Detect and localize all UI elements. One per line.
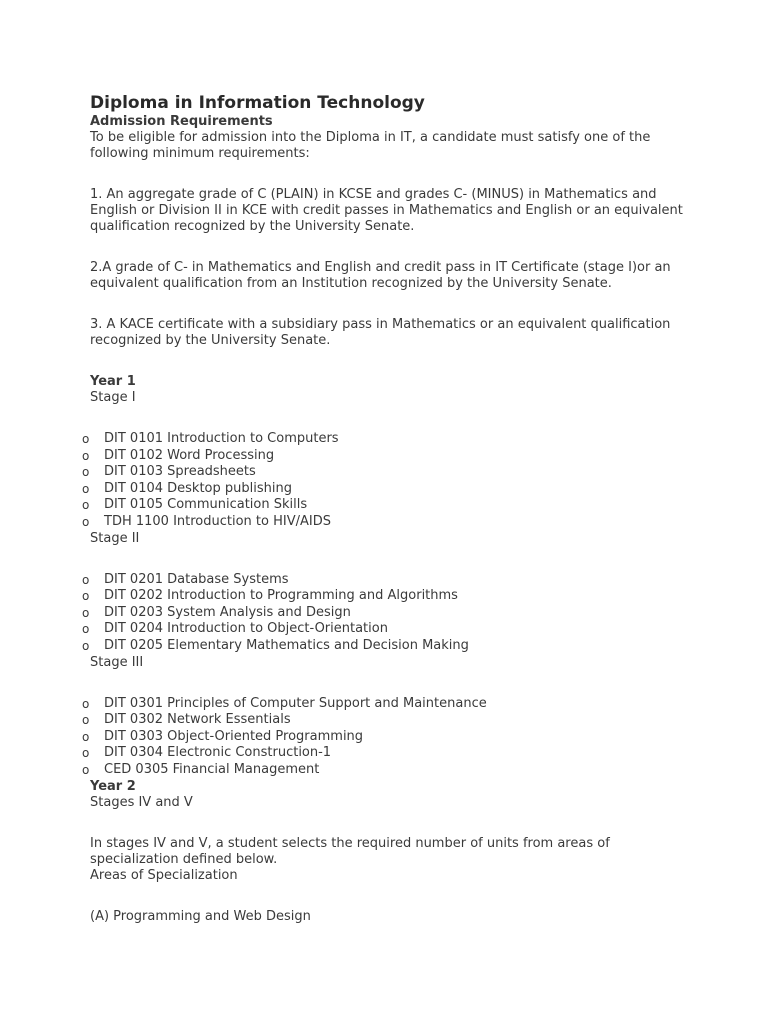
course-name: DIT 0102 Word Processing: [104, 447, 275, 463]
course-name: CED 0305 Financial Management: [104, 761, 320, 777]
bullet-icon: o: [82, 713, 90, 728]
requirement-1: 1. An aggregate grade of C (PLAIN) in KCSE and grades C- (MINUS) in Mathematics and English or Division II in KCE with credit passes in Mathematics and English or an equivalent qualification recognized by the University Senate.: [90, 187, 683, 234]
bullet-icon: o: [82, 605, 90, 620]
stage-2-course-list: [82, 571, 690, 655]
year-2-heading: Year 2: [90, 778, 136, 794]
stage-1-label: Stage I: [90, 390, 136, 405]
stage-3-course-list: [82, 695, 690, 779]
bullet-icon: o: [82, 762, 90, 777]
bullet-icon: o: [82, 514, 90, 529]
bullet-icon: o: [82, 465, 90, 480]
list-item: [82, 761, 690, 779]
list-item: [82, 588, 690, 605]
areas-of-specialization-label: Areas of Specialization: [90, 867, 238, 883]
list-item: [82, 571, 690, 589]
stage-2-label: Stage II: [90, 530, 140, 546]
course-name: TDH 1100 Introduction to HIV/AIDS: [104, 513, 331, 529]
requirement-3: 3. A KACE certificate with a subsidiary pass in Mathematics or an equivalent qualification recognized by the University Senate.: [90, 317, 671, 348]
course-name: DIT 0303 Object-Oriented Programming: [104, 728, 364, 744]
course-name: DIT 0105 Communication Skills: [104, 497, 308, 513]
course-name: DIT 0202 Introduction to Programming and Algorithms: [104, 588, 458, 604]
bullet-icon: o: [82, 638, 90, 653]
stage-3-label: Stage III: [90, 654, 144, 670]
course-name: DIT 0103 Spreadsheets: [104, 464, 256, 480]
bullet-icon: o: [82, 432, 90, 446]
admission-heading: Admission Requirements: [90, 114, 273, 129]
list-item: [82, 621, 690, 638]
bullet-icon: o: [82, 589, 90, 604]
list-item: [82, 604, 690, 622]
requirement-2: 2.A grade of C- in Mathematics and English and credit pass in IT Certificate (stage I)or an equivalent qualification from an Institution recognized by the University Senate.: [90, 260, 671, 291]
list-item: [82, 695, 690, 713]
course-name: DIT 0104 Desktop publishing: [104, 480, 292, 496]
bullet-icon: o: [82, 622, 90, 637]
list-item: [82, 497, 690, 514]
bullet-icon: o: [82, 696, 90, 711]
list-item: [82, 447, 690, 465]
course-name: DIT 0203 System Analysis and Design: [104, 604, 351, 620]
list-item: [82, 728, 690, 746]
bullet-icon: o: [82, 481, 90, 496]
course-name: DIT 0301 Principles of Computer Support and Maintenance: [104, 695, 487, 711]
list-item: [82, 637, 690, 655]
list-item: [82, 464, 690, 481]
course-name: DIT 0302 Network Essentials: [104, 712, 291, 728]
course-name: DIT 0204 Introduction to Object-Orientation: [104, 621, 388, 637]
bullet-icon: o: [82, 498, 90, 513]
admission-intro: To be eligible for admission into the Diploma in IT, a candidate must satisfy one of the following minimum requirements:: [90, 130, 651, 161]
stages-4-5-label: Stages IV and V: [90, 794, 193, 810]
list-item: [82, 745, 690, 762]
bullet-icon: o: [82, 746, 90, 761]
list-item: [82, 431, 690, 448]
course-name: DIT 0304 Electronic Construction-1: [104, 745, 332, 761]
bullet-icon: o: [82, 572, 90, 587]
stage-1-course-list: [82, 431, 690, 531]
year-1-heading: Year 1: [90, 374, 136, 389]
bullet-icon: o: [82, 729, 90, 744]
bullet-icon: o: [82, 448, 90, 463]
list-item: [82, 513, 690, 531]
document-content: [82, 92, 690, 925]
page-title: Diploma in Information Technology: [90, 93, 425, 113]
course-name: DIT 0201 Database Systems: [104, 571, 289, 587]
course-name: DIT 0101 Introduction to Computers: [104, 431, 339, 446]
area-a-label: (A) Programming and Web Design: [90, 908, 311, 924]
year-2-description: In stages IV and V, a student selects the required number of units from areas of specialization defined below.: [90, 835, 610, 867]
list-item: [82, 712, 690, 729]
course-name: DIT 0205 Elementary Mathematics and Decision Making: [104, 637, 469, 653]
list-item: [82, 480, 690, 498]
